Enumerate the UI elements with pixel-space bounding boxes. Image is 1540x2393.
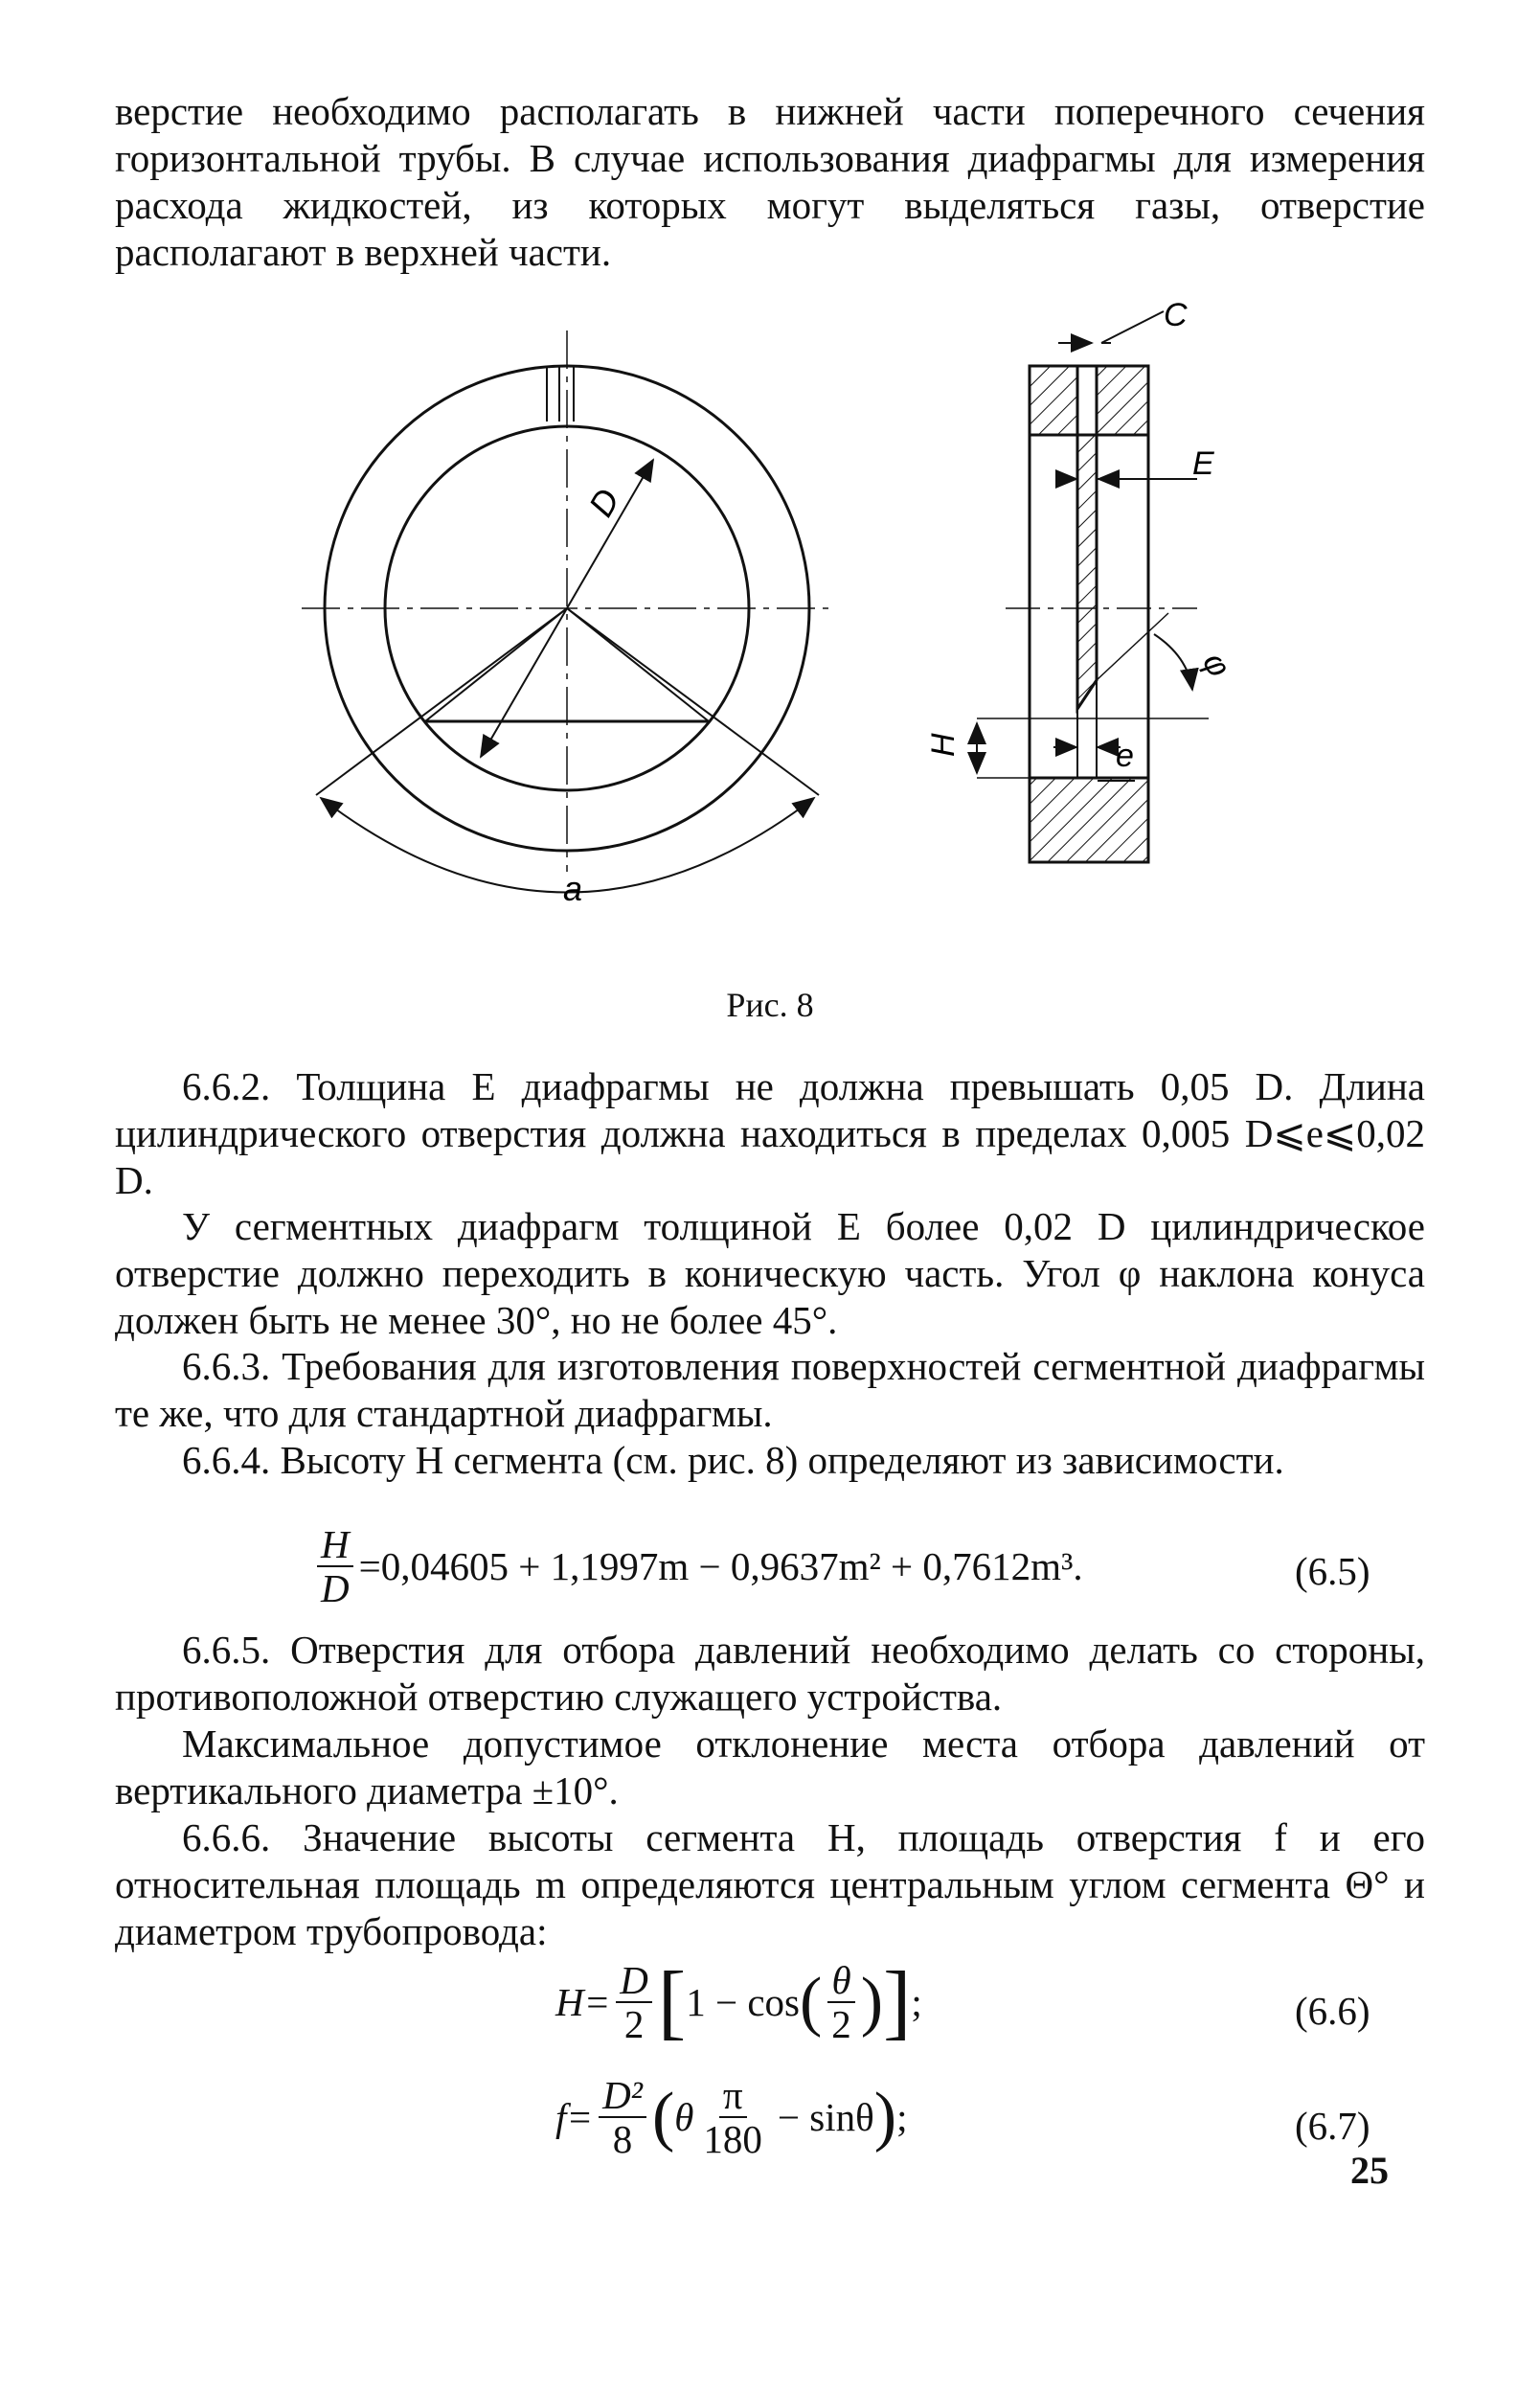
equation-6-7: f= $\frac{\text{D²}}{8}$ ( θ $\frac{\pi}{180}$ − sinθ ) ;: [555, 2073, 908, 2161]
paragraph-6-6-4: 6.6.4. Высоту H сегмента (см. рис. 8) определяют из зависимости.: [182, 1438, 1284, 1482]
intro-paragraph: верстие необходимо располагать в нижней части поперечного сечения горизонтальной трубы. В случае использования диафрагмы для измерения расхода жидкостей, из которых могут выделяться газы, отверстие располагают в верхней части.: [115, 89, 1425, 274]
fraction-h-over-d: $\frac{H}{D}$: [317, 1523, 353, 1609]
equation-6-6: H= $\frac{D}{2}$ [ 1 − cos ( $\frac{\theta}{2}$ ) ] ;: [555, 1955, 922, 2048]
label-D: D: [580, 481, 627, 523]
front-view: [302, 330, 833, 893]
label-e: e: [1116, 738, 1134, 774]
equation-number-6-5: (6.5): [1295, 1549, 1370, 1593]
equation-6-5: [311, 1523, 1083, 1609]
label-C: C: [1164, 297, 1188, 333]
paragraph-6-6-5: 6.6.5. Отверстия для отбора давлений необходимо делать со стороны, противоположной отверстию служащего устройства.: [115, 1628, 1425, 1719]
figure-caption: Рис. 8: [726, 986, 814, 1024]
equation-6-5-rhs: =0,04605 + 1,1997m − 0,9637m² + 0,7612m³.: [358, 1543, 1083, 1588]
paragraph-6-6-2: 6.6.2. Толщина E диафрагмы не должна превышать 0,05 D. Длина цилиндрического отверстия должна находиться в пределах 0,005 D⩽e⩽0,02 D.: [115, 1064, 1425, 1202]
label-E: E: [1192, 445, 1214, 482]
label-phi: φ: [1195, 647, 1238, 684]
paragraph-6-6-5-cont: Максимальное допустимое отклонение места отбора давлений от вертикального диаметра ±10°.: [115, 1721, 1425, 1812]
label-a: a: [563, 869, 583, 908]
paragraph-6-6-2-cont: У сегментных диафрагм толщиной E более 0,02 D цилиндрическое отверстие должно переходить в коническую часть. Угол φ наклона конуса должен быть не менее 30°, но не более 45°.: [115, 1204, 1425, 1342]
page-number: 25: [1350, 2149, 1389, 2192]
section-view: [977, 311, 1209, 862]
paragraph-6-6-6: 6.6.6. Значение высоты сегмента H, площадь отверстия f и его относительная площадь m определяются центральным углом сегмента Θ° и диаметром трубопровода:: [115, 1815, 1425, 1953]
paragraph-6-6-3: 6.6.3. Требования для изготовления поверхностей сегментной диафрагмы те же, что для стандартной диафрагмы.: [115, 1344, 1425, 1435]
equation-number-6-7: (6.7): [1295, 2104, 1370, 2148]
equation-number-6-6: (6.6): [1295, 1989, 1370, 2033]
label-H: H: [925, 733, 962, 757]
